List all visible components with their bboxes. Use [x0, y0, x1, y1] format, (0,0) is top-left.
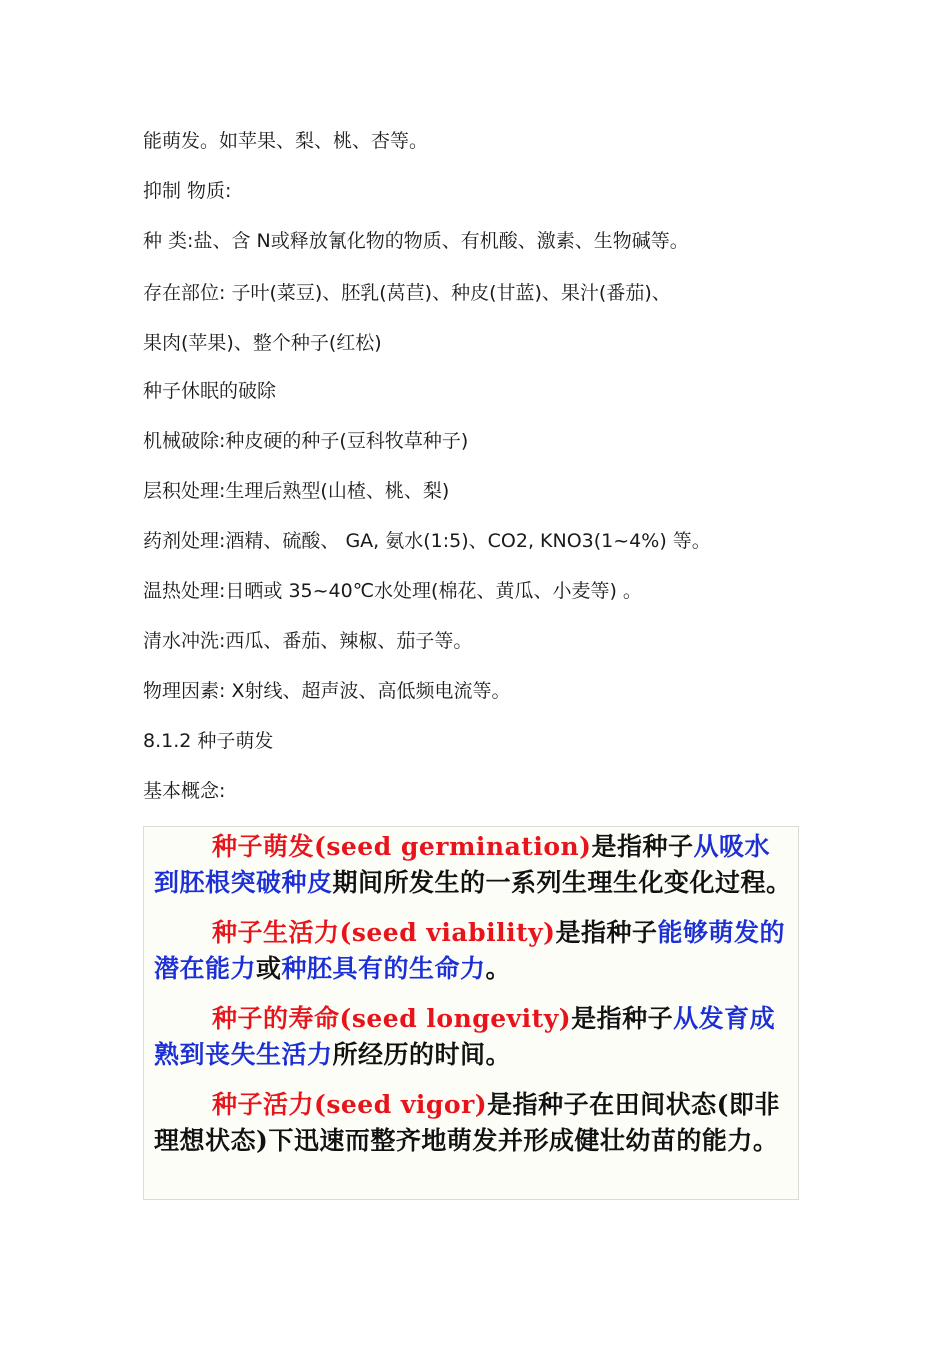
definition-text: 是指种子 [591, 832, 694, 861]
highlight-text: 能够萌发的潜在能力 [154, 918, 786, 983]
definition-text: 是指种子在田间状态(即非理想状态)下迅速而整齐地萌发并形成健壮幼苗的能力。 [154, 1090, 780, 1155]
highlight-text: 从吸水到胚根突破种皮 [154, 832, 771, 897]
definition-text: 期间所发生的一系列生理生化变化过程。 [332, 868, 792, 897]
definition-text: 是指种子 [555, 918, 658, 947]
definition-viability [154, 915, 794, 987]
definition-text: 所经历的时间。 [332, 1040, 512, 1069]
text-line: 种 类:盐、含 N或释放氰化物的物质、有机酸、激素、生物碱等。 [143, 230, 689, 252]
term-longevity: 种子的寿命(seed longevity) [212, 1004, 572, 1033]
text-line: 层积处理:生理后熟型(山楂、桃、梨) [143, 480, 450, 502]
section-heading-dormancy-breaking: 种子休眠的破除 [143, 380, 277, 402]
highlight-text: 从发育成熟到丧失生活力 [154, 1004, 776, 1069]
text-line: 能萌发。如苹果、梨、桃、杏等。 [143, 130, 429, 152]
definitions-slide-image [143, 826, 799, 1200]
term-germination: 种子萌发(seed germination) [212, 832, 592, 861]
section-heading-germination: 8.1.2 种子萌发 [143, 730, 274, 752]
term-vigor: 种子活力(seed vigor) [212, 1090, 488, 1119]
definition-longevity [154, 1001, 794, 1073]
text-line: 温热处理:日晒或 35~40℃水处理(棉花、黄瓜、小麦等) 。 [143, 580, 642, 602]
term-viability: 种子生活力(seed viability) [212, 918, 556, 947]
text-line: 清水冲洗:西瓜、番茄、辣椒、茄子等。 [143, 630, 473, 652]
definition-text: 。 [485, 954, 512, 983]
definition-text: 或 [256, 954, 282, 983]
text-line: 物理因素: X射线、超声波、高低频电流等。 [143, 680, 511, 702]
text-line: 存在部位: 子叶(菜豆)、胚乳(莴苣)、种皮(甘蓝)、果汁(番茄)、 [143, 282, 671, 304]
definition-germination [154, 829, 794, 901]
text-line: 机械破除:种皮硬的种子(豆科牧草种子) [143, 430, 469, 452]
text-line: 果肉(苹果)、整个种子(红松) [143, 332, 382, 354]
definition-text: 是指种子 [571, 1004, 674, 1033]
section-label-inhibitors: 抑制 物质: [143, 180, 232, 202]
subheading-basic-concepts: 基本概念: [143, 780, 226, 802]
text-line: 药剂处理:酒精、硫酸、 GA, 氨水(1:5)、CO2, KNO3(1~4%) 等。 [143, 530, 711, 552]
highlight-text: 种胚具有的生命力 [281, 954, 486, 983]
definition-vigor [154, 1087, 794, 1159]
